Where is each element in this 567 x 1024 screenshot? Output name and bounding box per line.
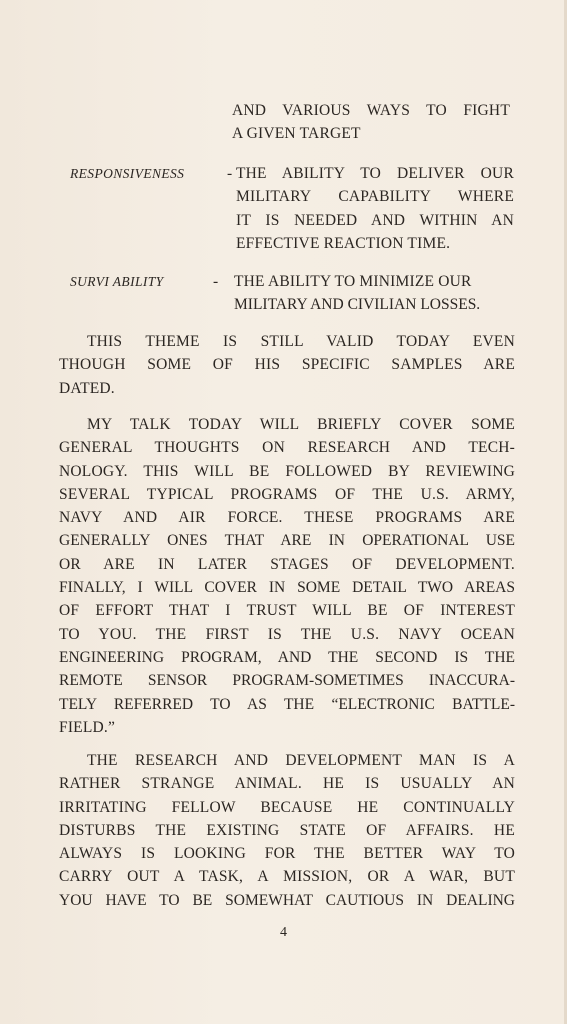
text-line: FINALLY, I WILL COVER IN SOME DETAIL TWO AREAS — [59, 579, 515, 597]
text-line: THE RESEARCH AND DEVELOPMENT MAN IS A — [87, 752, 515, 769]
text-line: MILITARY AND CIVILIAN LOSSES. — [234, 296, 481, 314]
text-line: NAVY AND AIR FORCE. THESE PROGRAMS ARE — [59, 509, 515, 527]
text-line: NOLOGY. THIS WILL BE FOLLOWED BY REVIEWING — [59, 462, 515, 480]
text-line: RATHER STRANGE ANIMAL. HE IS USUALLY AN — [59, 775, 515, 793]
text-line: AND VARIOUS WAYS TO FIGHT — [232, 102, 510, 119]
text-line: THIS THEME IS STILL VALID TODAY EVEN — [87, 333, 515, 350]
definition-term: RESPONSIVENESS — [70, 166, 185, 181]
text-line: TO YOU. THE FIRST IS THE U.S. NAVY OCEAN — [59, 625, 515, 643]
text-line: REMOTE SENSOR PROGRAM-SOMETIMES INACCURA- — [59, 672, 515, 690]
paragraph — [59, 413, 515, 739]
text-line: MY TALK TODAY WILL BRIEFLY COVER SOME — [87, 416, 515, 433]
text-line: A GIVEN TARGET — [232, 125, 361, 143]
paragraph — [59, 749, 515, 912]
top-continuation — [232, 99, 510, 146]
text-line: SEVERAL TYPICAL PROGRAMS OF THE U.S. ARMY, — [59, 485, 515, 503]
text-line: CARRY OUT A TASK, A MISSION, OR A WAR, BUT — [59, 868, 515, 886]
definition-survivability — [60, 270, 515, 317]
text-line: ENGINEERING PROGRAM, AND THE SECOND IS THE — [59, 648, 515, 666]
text-line: GENERALLY ONES THAT ARE IN OPERATIONAL USE — [59, 532, 515, 550]
text-line: IT IS NEEDED AND WITHIN AN — [236, 211, 514, 229]
definition-text — [236, 162, 514, 255]
text-line: MILITARY CAPABILITY WHERE — [236, 188, 514, 206]
definition-responsiveness — [60, 162, 515, 256]
text-line: THE ABILITY TO MINIMIZE OUR — [234, 273, 472, 290]
text-line: THE ABILITY TO DELIVER OUR — [236, 165, 514, 182]
text-line: OR ARE IN LATER STAGES OF DEVELOPMENT. — [59, 555, 515, 573]
page-number: 4 — [280, 925, 287, 940]
definition-text — [234, 270, 512, 317]
definition-term: SURVI ABILITY — [70, 274, 164, 289]
text-line: IRRITATING FELLOW BECAUSE HE CONTINUALLY — [59, 798, 515, 816]
text-line: GENERAL THOUGHTS ON RESEARCH AND TECH- — [59, 439, 515, 457]
text-line: TELY REFERRED TO AS THE “ELECTRONIC BATTLE- — [59, 695, 515, 713]
text-line: ALWAYS IS LOOKING FOR THE BETTER WAY TO — [59, 845, 515, 863]
definition-dash: - — [213, 273, 219, 290]
paragraph — [59, 330, 515, 400]
text-line: EFFECTIVE REACTION TIME. — [236, 234, 451, 252]
text-line: THOUGH SOME OF HIS SPECIFIC SAMPLES ARE — [59, 356, 515, 374]
text-line: OF EFFORT THAT I TRUST WILL BE OF INTEREST — [59, 602, 515, 620]
text-line: DATED. — [59, 379, 115, 397]
text-line: DISTURBS THE EXISTING STATE OF AFFAIRS. HE — [59, 821, 515, 839]
text-line: FIELD.” — [59, 718, 116, 736]
definition-dash: - — [227, 165, 233, 182]
text-line: YOU HAVE TO BE SOMEWHAT CAUTIOUS IN DEALING — [59, 891, 515, 909]
